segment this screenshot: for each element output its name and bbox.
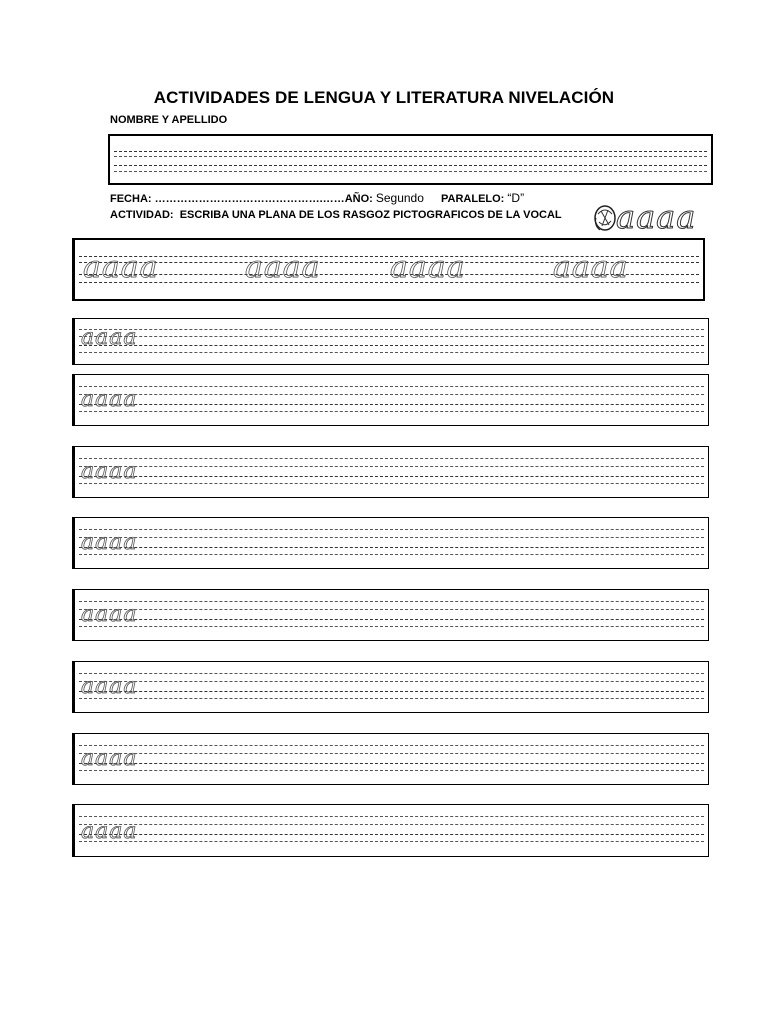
guide-line [79,537,704,538]
guide-line [79,466,704,467]
practice-sample: aaaa [81,602,138,627]
paralelo-label: PARALELO: [441,193,505,205]
paralelo-value: “D” [507,191,525,205]
guide-line [79,386,704,387]
info-line [110,191,424,205]
guide-line [79,763,704,764]
name-label: NOMBRE Y APELLIDO [110,114,228,126]
guide-line [79,816,704,817]
practice-sample: aaaa [81,819,138,844]
model-row-box [72,238,705,301]
practice-sample: aaaa [81,530,138,555]
guide-line [79,824,704,825]
guide-line [79,681,704,682]
guide-line [79,673,704,674]
practice-sample: aaaa [81,459,138,484]
guide-line [79,329,704,330]
guide-line [79,352,704,353]
activity-label: ACTIVIDAD: [110,209,174,221]
activity-line [110,209,562,221]
guide-line [79,336,704,337]
guide-line [79,601,704,602]
guide-line [79,626,704,627]
guide-line [79,394,704,395]
guide-line [79,609,704,610]
name-writing-box[interactable] [108,134,713,185]
practice-row[interactable] [72,446,709,498]
guide-line [79,770,704,771]
guide-line [79,698,704,699]
guide-line [79,745,704,746]
practice-row[interactable] [72,804,709,857]
model-group: aaaa [83,250,159,285]
anio-value: Segundo [375,191,424,205]
guide-line [79,619,704,620]
practice-sample: aaaa [81,325,138,350]
guide-line [79,345,704,346]
guide-line [79,841,704,842]
practice-row[interactable] [72,374,709,426]
practice-row[interactable] [72,589,709,641]
guide-line [114,151,707,152]
guide-line [114,171,707,172]
fecha-dots: ……………………………………….…… [154,193,345,205]
guide-line [79,753,704,754]
practice-sample: aaaa [81,674,138,699]
practice-sample: aaaa [81,387,138,412]
model-group: aaaa [390,250,466,285]
model-group: aaaa [553,250,629,285]
guide-line [79,547,704,548]
practice-row[interactable] [72,517,709,569]
guide-line [79,529,704,530]
guide-line [114,156,707,157]
anio-label: AÑO: [344,193,373,205]
guide-line [79,411,704,412]
guide-line [114,165,707,166]
guide-line [79,691,704,692]
vowel-a-pictogram-icon [592,200,618,234]
practice-sample: aaaa [81,746,138,771]
guide-line [79,834,704,835]
paralelo-group [441,191,524,205]
page-title: ACTIVIDADES DE LENGUA Y LITERATURA NIVELACIÓN [153,88,615,107]
practice-row[interactable] [72,733,709,785]
guide-line [79,483,704,484]
guide-line [79,476,704,477]
practice-row[interactable] [72,661,709,713]
activity-text: ESCRIBA UNA PLANA DE LOS RASGOZ PICTOGRAFICOS DE LA VOCAL [179,209,562,221]
guide-line [79,458,704,459]
vowel-sample: aaaa [616,198,697,236]
fecha-label: FECHA: [110,193,152,205]
guide-line [79,554,704,555]
model-group: aaaa [245,250,321,285]
guide-line [79,404,704,405]
practice-row[interactable] [72,318,709,365]
